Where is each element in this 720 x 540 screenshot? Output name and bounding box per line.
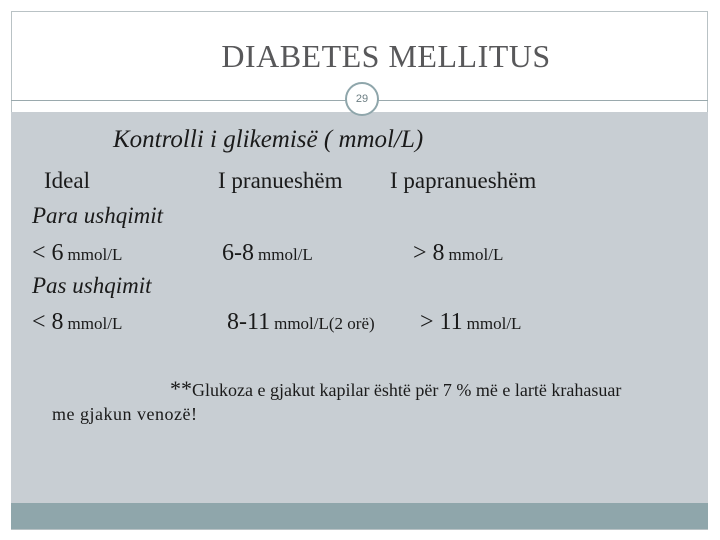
header-ideal: Ideal — [44, 168, 90, 193]
subtitle: Kontrolli i glikemisë ( mmol/L) — [113, 126, 424, 153]
header-unacceptable: I papranueshëm — [390, 168, 537, 193]
cell-before-acceptable: 6-8 mmol/L — [222, 240, 313, 266]
cell-after-unacceptable: > 11 mmol/L — [420, 309, 522, 335]
cell-before-ideal: < 6 mmol/L — [32, 240, 123, 266]
note-line-2: me gjakun venozë! — [52, 404, 198, 424]
slide-title: DIABETES MELLITUS — [221, 38, 551, 74]
row-label-before-meal: Para ushqimit — [32, 203, 163, 228]
page-number-badge: 29 — [345, 82, 379, 116]
cell-after-ideal: < 8 mmol/L — [32, 309, 123, 335]
header-acceptable: I pranueshëm — [218, 168, 343, 193]
footer-bar — [11, 503, 708, 529]
cell-after-acceptable: 8-11 mmol/L(2 orë) — [227, 309, 375, 335]
cell-before-unacceptable: > 8 mmol/L — [413, 240, 504, 266]
row-label-after-meal: Pas ushqimit — [32, 273, 152, 298]
note-line-1: **Glukoza e gjakut kapilar është për 7 % më e lartë krahasuar — [170, 376, 622, 401]
content-panel — [11, 112, 708, 503]
